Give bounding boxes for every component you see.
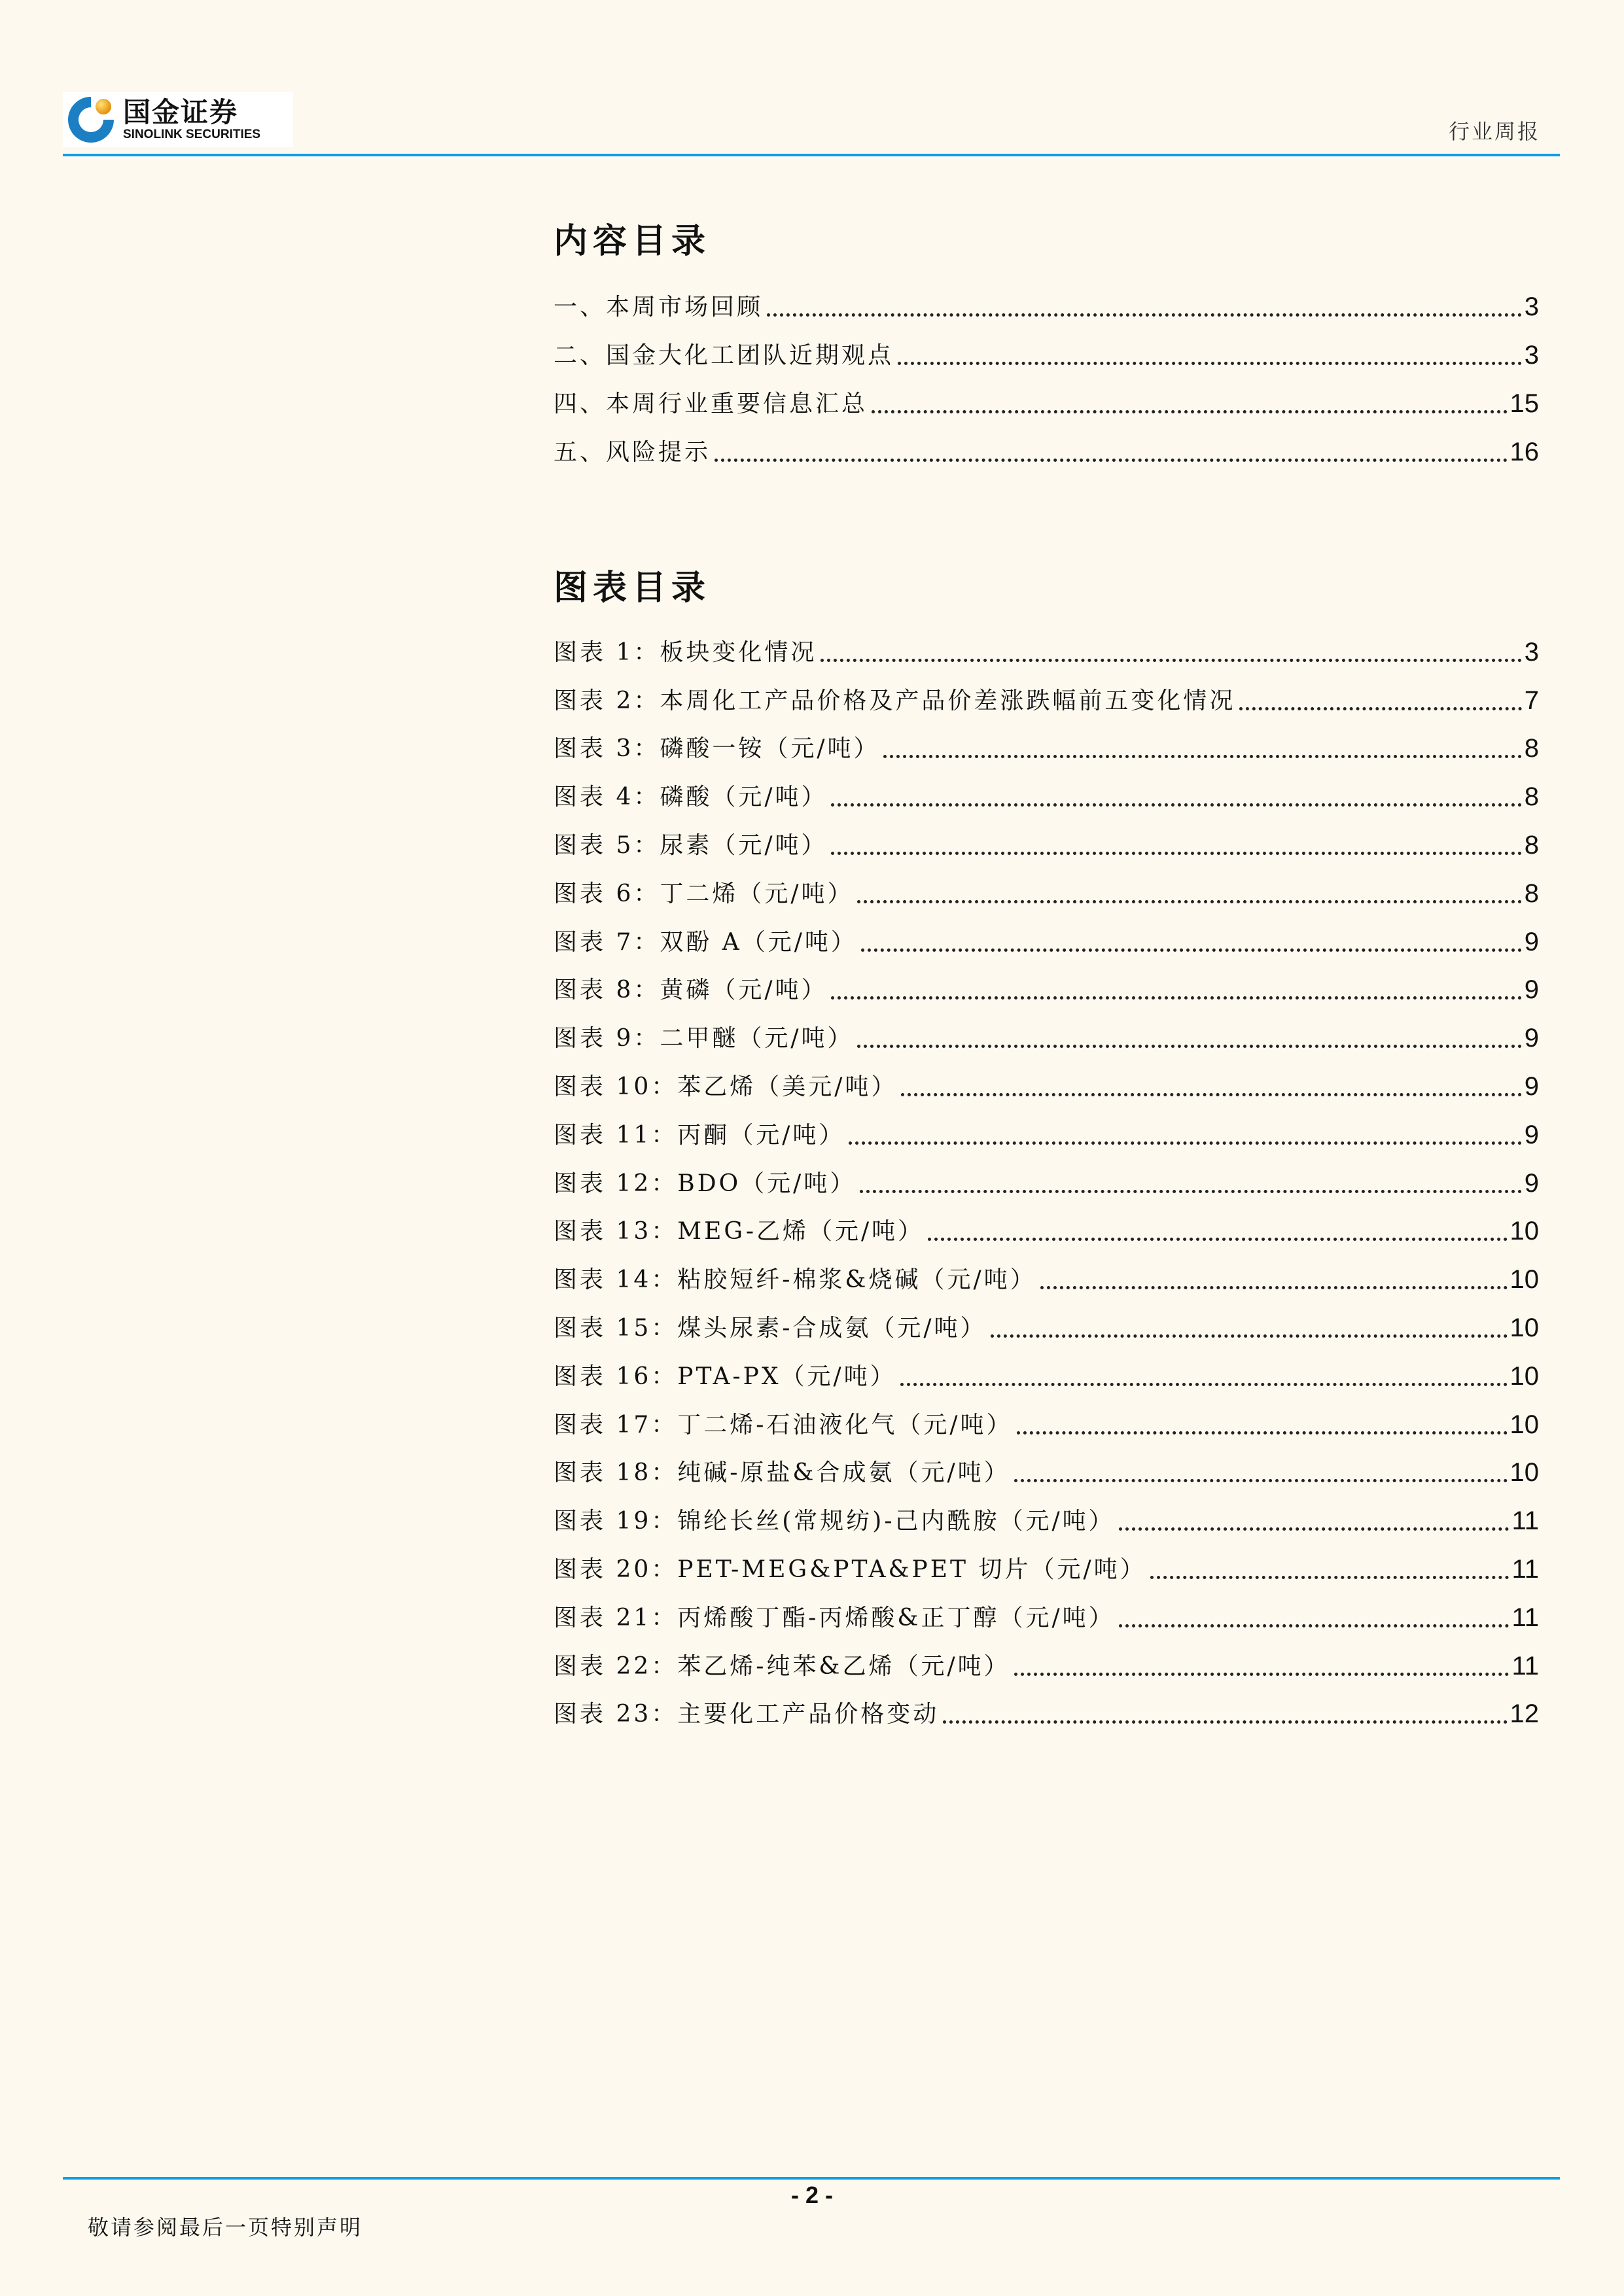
figure-entry-page: 9 [1524, 975, 1539, 1005]
dot-leader [849, 1141, 1521, 1145]
header-divider [63, 154, 1560, 156]
figure-entry-page: 11 [1511, 1651, 1539, 1680]
dot-leader [857, 1045, 1521, 1048]
dot-leader [1119, 1624, 1509, 1627]
toc-entry[interactable] [554, 370, 1539, 419]
dot-leader [1150, 1576, 1509, 1579]
figure-entry[interactable] [554, 1440, 1539, 1488]
figure-entry-label: 图表 21：丙烯酸丁酯-丙烯酸&正丁醇（元/吨） [554, 1604, 1115, 1631]
figure-entry-label: 图表 3：磷酸一铵（元/吨） [554, 735, 880, 763]
figure-entry[interactable] [554, 1681, 1539, 1730]
figure-entry[interactable] [554, 716, 1539, 764]
dot-leader [991, 1334, 1508, 1338]
disclaimer-note: 敬请参阅最后一页特别声明 [88, 2215, 363, 2240]
figure-entry-page: 3 [1524, 637, 1539, 667]
toc-entry[interactable] [554, 322, 1539, 370]
figure-entry-page: 9 [1524, 927, 1539, 956]
figure-entry[interactable] [554, 1391, 1539, 1440]
figure-entry-label: 图表 12：BDO（元/吨） [554, 1170, 856, 1197]
dot-leader [831, 996, 1521, 1000]
figure-entry[interactable] [554, 1536, 1539, 1584]
toc-entry-label: 一、本周市场回顾 [554, 294, 764, 321]
figure-entry[interactable] [554, 1150, 1539, 1198]
figures-list [554, 619, 1539, 1729]
figure-entry-page: 8 [1524, 734, 1539, 763]
figure-entry[interactable] [554, 909, 1539, 957]
dot-leader [857, 900, 1521, 903]
figure-entry-page: 12 [1509, 1699, 1539, 1729]
figure-entry-page: 11 [1511, 1603, 1539, 1632]
logo-english-name: SINOLINK SECURITIES [123, 128, 261, 141]
dot-leader [861, 948, 1522, 952]
figure-entry-page: 10 [1509, 1217, 1539, 1246]
contents-title: 内容目录 [554, 222, 711, 261]
sinolink-logo [63, 92, 293, 147]
dot-leader [715, 459, 1507, 462]
dot-leader [928, 1238, 1507, 1241]
figure-entry-page: 9 [1524, 1120, 1539, 1149]
figure-entry-label: 图表 7：双酚 A（元/吨） [554, 928, 857, 956]
figure-entry-label: 图表 20：PET-MEG&PTA&PET 切片（元/吨） [554, 1556, 1146, 1583]
figure-entry-page: 8 [1524, 878, 1539, 908]
figures-title: 图表目录 [554, 568, 711, 608]
dot-leader [1239, 707, 1521, 710]
dot-leader [901, 1093, 1521, 1096]
figure-entry-label: 图表 15：煤头尿素-合成氨（元/吨） [554, 1314, 987, 1342]
figure-entry[interactable] [554, 763, 1539, 812]
dot-leader [860, 1190, 1522, 1193]
figure-entry[interactable] [554, 619, 1539, 667]
figure-entry[interactable] [554, 957, 1539, 1005]
figure-entry-page: 10 [1509, 1410, 1539, 1439]
figure-entry-page: 8 [1524, 830, 1539, 860]
figure-entry-page: 10 [1509, 1265, 1539, 1295]
contents-list [554, 273, 1539, 467]
dot-leader [898, 362, 1522, 365]
figure-entry-page: 9 [1524, 1168, 1539, 1198]
toc-entry-label: 二、国金大化工团队近期观点 [554, 342, 894, 369]
figure-entry-label: 图表 16：PTA-PX（元/吨） [554, 1363, 896, 1390]
report-type: 行业周报 [1448, 119, 1540, 144]
toc-entry[interactable] [554, 419, 1539, 467]
dot-leader [900, 1383, 1508, 1386]
figure-entry[interactable] [554, 1246, 1539, 1295]
dot-leader [1017, 1431, 1508, 1435]
figure-entry-label: 图表 5：尿素（元/吨） [554, 831, 828, 859]
toc-entry-page: 3 [1524, 341, 1539, 370]
logo-chinese-name: 国金证券 [123, 96, 239, 128]
toc-entry-label: 四、本周行业重要信息汇总 [554, 391, 868, 417]
dot-leader [767, 313, 1522, 317]
figure-entry[interactable] [554, 812, 1539, 860]
figure-entry[interactable] [554, 1198, 1539, 1247]
figure-entry-label: 图表 6：丁二烯（元/吨） [554, 880, 854, 907]
figure-entry-page: 11 [1511, 1554, 1539, 1584]
toc-entry-page: 15 [1509, 389, 1539, 418]
figure-entry-page: 9 [1524, 1024, 1539, 1053]
toc-entry-page: 3 [1524, 292, 1539, 321]
toc-entry[interactable] [554, 273, 1539, 322]
figure-entry-label: 图表 2：本周化工产品价格及产品价差涨跌幅前五变化情况 [554, 687, 1236, 714]
figure-entry-label: 图表 11：丙酮（元/吨） [554, 1121, 845, 1149]
figure-entry-page: 10 [1509, 1313, 1539, 1342]
figure-entry[interactable] [554, 667, 1539, 716]
figure-entry-label: 图表 23：主要化工产品价格变动 [554, 1701, 940, 1728]
figure-entry-page: 10 [1509, 1458, 1539, 1487]
dot-leader [1119, 1527, 1509, 1531]
dot-leader [883, 755, 1521, 758]
figure-entry-label: 图表 19：锦纶长丝(常规纺)-己内酰胺（元/吨） [554, 1508, 1115, 1535]
figure-entry-label: 图表 22：苯乙烯-纯苯&乙烯（元/吨） [554, 1652, 1010, 1680]
figure-entry-page: 7 [1524, 686, 1539, 715]
toc-entry-page: 16 [1509, 438, 1539, 466]
figure-entry-label: 图表 13：MEG-乙烯（元/吨） [554, 1218, 925, 1245]
figure-entry[interactable] [554, 1584, 1539, 1633]
figure-entry-label: 图表 10：苯乙烯（美元/吨） [554, 1073, 898, 1100]
figure-entry[interactable] [554, 1343, 1539, 1391]
figure-entry-label: 图表 8：黄磷（元/吨） [554, 977, 828, 1004]
figure-entry-label: 图表 9：二甲醚（元/吨） [554, 1025, 854, 1052]
page-number: - 2 - [790, 2182, 833, 2208]
figure-entry[interactable] [554, 1633, 1539, 1681]
toc-entry-label: 五、风险提示 [554, 439, 711, 466]
dot-leader [821, 659, 1521, 662]
figure-entry[interactable] [554, 1487, 1539, 1536]
footer-divider [63, 2177, 1560, 2180]
dot-leader [872, 410, 1507, 413]
figure-entry[interactable] [554, 860, 1539, 909]
figure-entry-label: 图表 4：磷酸（元/吨） [554, 784, 828, 811]
figure-entry-label: 图表 17：丁二烯-石油液化气（元/吨） [554, 1411, 1013, 1438]
dot-leader [831, 803, 1521, 807]
figure-entry-page: 9 [1524, 1071, 1539, 1101]
figure-entry-page: 11 [1511, 1506, 1539, 1536]
dot-leader [1014, 1479, 1508, 1482]
figure-entry[interactable] [554, 1295, 1539, 1343]
dot-leader [1040, 1286, 1508, 1289]
figure-entry-page: 10 [1509, 1361, 1539, 1391]
figure-entry-label: 图表 18：纯碱-原盐&合成氨（元/吨） [554, 1459, 1010, 1487]
figure-entry-page: 8 [1524, 782, 1539, 812]
figure-entry[interactable] [554, 1005, 1539, 1053]
dot-leader [1014, 1673, 1509, 1676]
dot-leader [831, 852, 1521, 855]
logo-mark-icon [65, 94, 116, 145]
dot-leader [943, 1720, 1507, 1724]
figure-entry-label: 图表 14：粘胶短纤-棉浆&烧碱（元/吨） [554, 1266, 1036, 1294]
figure-entry[interactable] [554, 1102, 1539, 1150]
figure-entry[interactable] [554, 1053, 1539, 1102]
figure-entry-label: 图表 1：板块变化情况 [554, 638, 817, 666]
